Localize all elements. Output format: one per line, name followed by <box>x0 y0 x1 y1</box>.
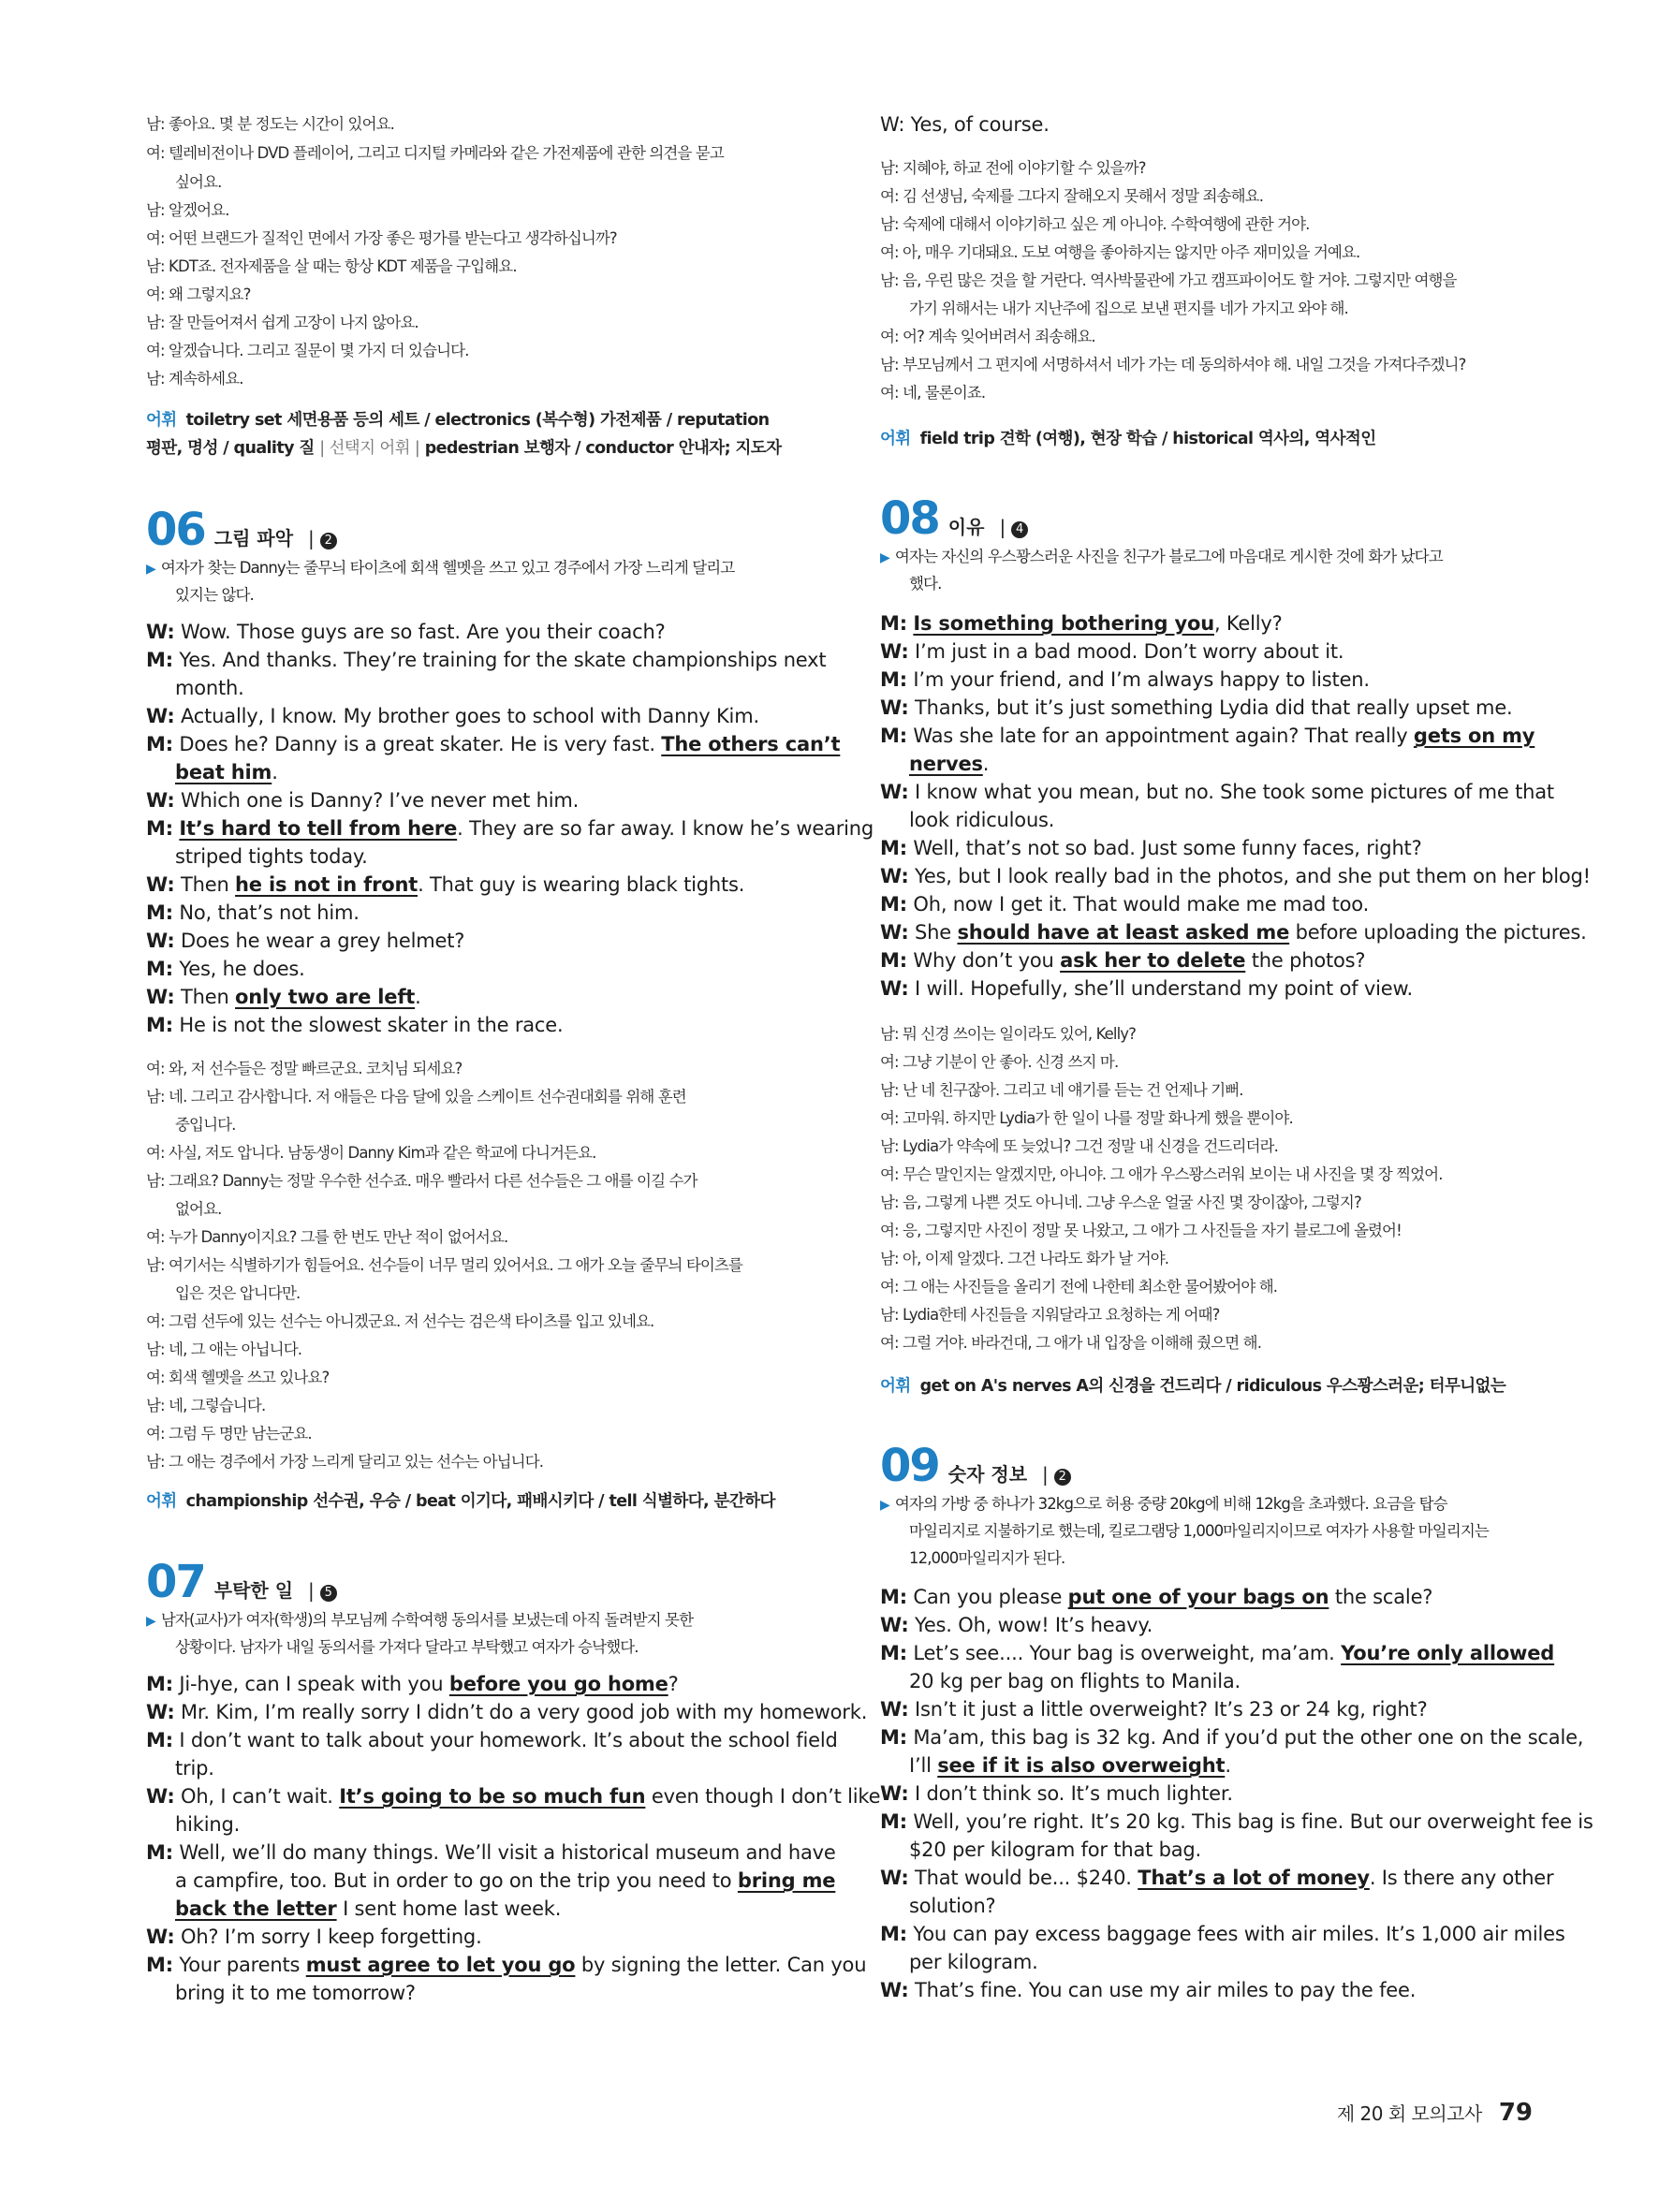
dialogue-line: per kilogram. <box>909 1951 1038 1973</box>
korean-line: 여: 알겠습니다. 그리고 질문이 몇 가지 더 있습니다. <box>146 342 469 359</box>
korean-line: 남: 숙제에 대해서 이야기하고 싶은 게 아니야. 수학여행에 관한 거야. <box>880 215 1310 233</box>
vocab-text: pedestrian 보행자 / conductor 안내자; 지도자 <box>419 439 782 458</box>
dialogue-line: W: Mr. Kim, I’m really sorry I didn’t do a very good job with my homework. <box>146 1701 868 1723</box>
summary-line: 마일리지로 지불하기로 했는데, 킬로그램당 1,000마일리지이므로 여자가 사용할 마일리지는 <box>909 1522 1489 1540</box>
dialogue-line: M: Your parents must agree to let you go by signing the letter. Can you <box>146 1954 867 1976</box>
divider: | <box>1042 1463 1049 1486</box>
korean-line: 남: 계속하세요. <box>146 370 243 388</box>
dialogue-line: M: Well, you’re right. It’s 20 kg. This bag is fine. But our overweight fee is <box>880 1810 1593 1833</box>
answer-badge: 5 <box>320 1585 337 1602</box>
korean-line: 남: 잘 만들어져서 쉽게 고장이 나지 않아요. <box>146 314 418 331</box>
dialogue-line: W: I’m just in a bad mood. Don’t worry about it. <box>880 640 1344 663</box>
korean-line: 남: 지혜야, 하교 전에 이야기할 수 있을까? <box>880 159 1146 177</box>
korean-line: 여: 응, 그렇지만 사진이 정말 못 나왔고, 그 애가 그 사진들을 자기 블로그에 올렸어! <box>880 1222 1402 1239</box>
dialogue-line: W: I don’t think so. It’s much lighter. <box>880 1782 1233 1805</box>
section-09-heading <box>880 1440 1535 1492</box>
dialogue-line: W: Actually, I know. My brother goes to school with Danny Kim. <box>146 705 759 727</box>
korean-line: 싶어요. <box>175 173 222 191</box>
dialogue-line: W: Then only two are left. <box>146 986 421 1008</box>
dialogue-line: W: Yes, of course. <box>880 113 1050 136</box>
triangle-icon: ▶ <box>880 550 889 565</box>
dialogue-line: M: Does he? Danny is a great skater. He is very fast. The others can’t <box>146 733 841 755</box>
triangle-icon: ▶ <box>146 1614 155 1629</box>
dialogue-line: W: Then he is not in front. That guy is wearing black tights. <box>146 873 745 896</box>
korean-line: 남: 그래요? Danny는 정말 우수한 선수죠. 매우 빨라서 다른 선수들은 그 애를 이길 수가 <box>146 1172 698 1190</box>
dialogue-line: M: Let’s see.... Your bag is overweight, ma’am. You’re only allowed <box>880 1642 1555 1664</box>
dialogue-line: month. <box>175 677 244 699</box>
dialogue-line: W: I know what you mean, but no. She took some pictures of me that <box>880 781 1554 803</box>
korean-line: 남: 좋아요. 몇 분 정도는 시간이 있어요. <box>146 115 395 133</box>
dialogue-line: look ridiculous. <box>909 809 1055 831</box>
dialogue-line: M: Ma’am, this bag is 32 kg. And if you’d put the other one on the scale, <box>880 1726 1584 1749</box>
vocab-label: 어휘 <box>146 1492 177 1511</box>
dialogue-line: M: I’m your friend, and I’m always happy to listen. <box>880 668 1370 691</box>
vocab-text: get on A's nerves A의 신경을 건드리다 / ridiculous 우스꽝스러운; 터무니없는 <box>919 1377 1506 1396</box>
vocab-text: toiletry set 세면용품 등의 세트 / electronics (복수형) 가전제품 / reputation <box>185 411 770 430</box>
vocab-label: 어휘 <box>880 430 911 448</box>
korean-line: 남: 뭐 신경 쓰이는 일이라도 있어, Kelly? <box>880 1025 1137 1043</box>
korean-line: 남: 알겠어요. <box>146 201 229 219</box>
section-title: 그림 파악 <box>213 527 294 549</box>
korean-line: 여: 텔레비전이나 DVD 플레이어, 그리고 디지털 카메라와 같은 가전제품에 관한 의견을 묻고 <box>146 144 724 162</box>
section-number: 08 <box>880 492 939 545</box>
dialogue-line: M: Well, we’ll do many things. We’ll visit a historical museum and have <box>146 1841 836 1864</box>
dialogue-line: M: He is not the slowest skater in the race. <box>146 1014 564 1036</box>
vocab-08 <box>880 1372 1535 1400</box>
korean-line: 남: 부모님께서 그 편지에 서명하셔서 네가 가는 데 동의하셔야 해. 내일 그것을 가져다주겠니? <box>880 356 1466 374</box>
section-number: 07 <box>146 1556 205 1608</box>
dialogue-line: W: Yes. Oh, wow! It’s heavy. <box>880 1614 1153 1636</box>
korean-line: 여: 누가 Danny이지요? 그를 한 번도 만난 적이 없어서요. <box>146 1228 508 1246</box>
dialogue-line: W: That would be... $240. That’s a lot of money. Is there any other <box>880 1867 1554 1889</box>
korean-line: 여: 회색 헬멧을 쓰고 있나요? <box>146 1369 330 1386</box>
dialogue-line: nerves. <box>909 753 990 775</box>
dialogue-line: W: I will. Hopefully, she’ll understand my point of view. <box>880 977 1413 1000</box>
summary-line: 남자(교사)가 여자(학생)의 부모님께 수학여행 동의서를 보냈는데 아직 돌려받지 못한 <box>160 1611 694 1629</box>
dialogue-line: M: Why don’t you ask her to delete the photos? <box>880 949 1366 972</box>
summary-line: 했다. <box>909 575 942 593</box>
dialogue-line: W: Wow. Those guys are so fast. Are you their coach? <box>146 621 666 643</box>
dialogue-line: M: Yes, he does. <box>146 958 305 980</box>
answer-badge: 4 <box>1011 521 1028 538</box>
vocab-text: championship 선수권, 우승 / beat 이기다, 패배시키다 / tell 식별하다, 분간하다 <box>185 1492 775 1511</box>
dialogue-line: M: Oh, now I get it. That would make me mad too. <box>880 893 1370 916</box>
dialogue-line: trip. <box>175 1757 214 1780</box>
korean-line: 여: 사실, 저도 압니다. 남동생이 Danny Kim과 같은 학교에 다니거든요. <box>146 1144 596 1162</box>
summary-line: 여자의 가방 중 하나가 32kg으로 허용 중량 20kg에 비해 12kg을 초과했다. 요금을 탑승 <box>894 1495 1447 1513</box>
dialogue-line: hiking. <box>175 1813 241 1836</box>
korean-line: 남: 네, 그 애는 아닙니다. <box>146 1340 302 1358</box>
section-08-heading <box>880 492 1535 545</box>
divider: | <box>308 527 315 549</box>
dialogue-line: W: Oh? I’m sorry I keep forgetting. <box>146 1926 482 1948</box>
answer-badge: 2 <box>1054 1469 1071 1486</box>
korean-line: 남: 여기서는 식별하기가 힘들어요. 선수들이 너무 멀리 있어서요. 그 애가 오늘 줄무늬 타이츠를 <box>146 1256 742 1274</box>
dialogue-line: W: Thanks, but it’s just something Lydia did that really upset me. <box>880 696 1513 719</box>
dialogue-line: I’ll see if it is also overweight. <box>909 1754 1231 1777</box>
korean-line: 여: 그럴 거야. 바라건대, 그 애가 내 입장을 이해해 줬으면 해. <box>880 1334 1262 1352</box>
divider: | <box>308 1579 315 1602</box>
korean-line: 남: 음, 우린 많은 것을 할 거란다. 역사박물관에 가고 캠프파이어도 할 거야. 그렇지만 여행을 <box>880 271 1457 289</box>
dialogue-line: $20 per kilogram for that bag. <box>909 1838 1202 1861</box>
dialogue-line: M: Is something bothering you, Kelly? <box>880 612 1283 635</box>
vocab-07 <box>880 425 1535 453</box>
summary-line: 있지는 않다. <box>175 586 254 604</box>
korean-line: 여: 네, 물론이죠. <box>880 384 986 402</box>
korean-line: 남: 난 네 친구잖아. 그리고 네 얘기를 듣는 건 언제나 기뻐. <box>880 1081 1243 1099</box>
korean-line: 여: 와, 저 선수들은 정말 빠르군요. 코치님 되세요? <box>146 1060 463 1077</box>
korean-line: 남: Lydia가 약속에 또 늦었니? 그건 정말 내 신경을 건드리더라. <box>880 1137 1278 1155</box>
dialogue-line: W: She should have at least asked me before uploading the pictures. <box>880 921 1587 944</box>
dialogue-line: a campfire, too. But in order to go on the trip you need to bring me <box>175 1869 836 1892</box>
section-number: 06 <box>146 504 205 556</box>
dialogue-line: M: It’s hard to tell from here. They are so far away. I know he’s wearing <box>146 817 874 840</box>
dialogue-line: beat him. <box>175 761 278 784</box>
korean-line: 남: Lydia한테 사진들을 지워달라고 요청하는 게 어때? <box>880 1306 1220 1324</box>
dialogue-line: solution? <box>909 1895 996 1917</box>
korean-line: 남: 음, 그렇게 나쁜 것도 아니네. 그냥 우스운 얼굴 사진 몇 장이잖아, 그렇지? <box>880 1194 1361 1211</box>
korean-line: 여: 고마워. 하지만 Lydia가 한 일이 나를 정말 화나게 했을 뿐이야. <box>880 1109 1293 1127</box>
exam-label: 제 20 회 모의고사 <box>1336 2102 1482 2125</box>
korean-line: 여: 아, 매우 기대돼요. 도보 여행을 좋아하지는 않지만 아주 재미있을 거예요. <box>880 243 1360 261</box>
divider: | <box>999 516 1006 538</box>
dialogue-line: M: Well, that’s not so bad. Just some funny faces, right? <box>880 837 1422 859</box>
korean-line: 여: 무슨 말인지는 알겠지만, 아니야. 그 애가 우스꽝스러워 보이는 내 사진을 몇 장 찍었어. <box>880 1165 1443 1183</box>
dialogue-line: W: Yes, but I look really bad in the photos, and she put them on her blog! <box>880 865 1591 887</box>
vocab-06 <box>146 1487 803 1516</box>
dialogue-line: M: Can you please put one of your bags on the scale? <box>880 1586 1433 1608</box>
korean-line: 여: 김 선생님, 숙제를 그다지 잘해오지 못해서 정말 죄송해요. <box>880 187 1264 205</box>
korean-line: 남: 그 애는 경주에서 가장 느리게 달리고 있는 선수는 아닙니다. <box>146 1453 544 1471</box>
korean-line: 여: 왜 그렇지요? <box>146 286 251 303</box>
korean-line: 중입니다. <box>175 1116 236 1134</box>
korean-line: 가기 위해서는 내가 지난주에 집으로 보낸 편지를 네가 가지고 와야 해. <box>909 300 1348 317</box>
dialogue-line: M: No, that’s not him. <box>146 901 360 924</box>
summary-line: 상황이다. 남자가 내일 동의서를 가져다 달라고 부탁했고 여자가 승낙했다. <box>175 1638 639 1656</box>
dialogue-line: bring it to me tomorrow? <box>175 1982 416 2004</box>
korean-line: 남: KDT죠. 전자제품을 살 때는 항상 KDT 제품을 구입해요. <box>146 257 517 275</box>
korean-line: 없어요. <box>175 1200 222 1218</box>
korean-line: 남: 네, 그렇습니다. <box>146 1397 266 1414</box>
vocab-text: field trip 견학 (여행), 현장 학습 / historical 역사의, 역사적인 <box>919 430 1376 448</box>
korean-line: 입은 것은 압니다만. <box>175 1284 301 1302</box>
dialogue-line: M: I don’t want to talk about your homework. It’s about the school field <box>146 1729 838 1751</box>
vocab-label: 어휘 <box>146 411 177 430</box>
dialogue-line: M: You can pay excess baggage fees with air miles. It’s 1,000 air miles <box>880 1923 1565 1945</box>
section-number: 09 <box>880 1440 939 1492</box>
dialogue-line: W: Does he wear a grey helmet? <box>146 930 465 952</box>
choice-vocab-label: | 선택지 어휘 | <box>319 439 420 458</box>
section-title: 숫자 정보 <box>947 1463 1028 1486</box>
summary-line: 여자가 찾는 Danny는 줄무늬 타이츠에 회색 헬멧을 쓰고 있고 경주에서 가장 느리게 달리고 <box>160 559 735 577</box>
vocab-label: 어휘 <box>880 1377 911 1396</box>
korean-line: 여: 어? 계속 잊어버려서 죄송해요. <box>880 328 1095 345</box>
korean-line: 여: 그럼 두 명만 남는군요. <box>146 1425 312 1443</box>
dialogue-line: back the letter I sent home last week. <box>175 1897 562 1920</box>
vocab-text: 평판, 명성 / quality 질 <box>146 439 320 458</box>
dialogue-line: W: Oh, I can’t wait. It’s going to be so much fun even though I don’t like <box>146 1785 881 1808</box>
dialogue-line: striped tights today. <box>175 845 368 868</box>
korean-line: 여: 그럼 선두에 있는 선수는 아니겠군요. 저 선수는 검은색 타이츠를 입고 있네요. <box>146 1312 654 1330</box>
korean-line: 여: 그냥 기분이 안 좋아. 신경 쓰지 마. <box>880 1053 1119 1071</box>
summary-line: 12,000마일리지가 된다. <box>909 1549 1065 1567</box>
dialogue-line: M: Was she late for an appointment again? That really gets on my <box>880 725 1535 747</box>
dialogue-line: W: Which one is Danny? I’ve never met him. <box>146 789 580 812</box>
korean-line: 남: 네. 그리고 감사합니다. 저 애들은 다음 달에 있을 스케이트 선수권대회를 위해 훈련 <box>146 1088 686 1106</box>
dialogue-line: M: Yes. And thanks. They’re training for the skate championships next <box>146 649 827 671</box>
section-title: 이유 <box>947 516 985 538</box>
section-title: 부탁한 일 <box>213 1579 294 1602</box>
dialogue-line: W: Isn’t it just a little overweight? It’s 23 or 24 kg, right? <box>880 1698 1428 1721</box>
answer-badge: 2 <box>320 533 337 549</box>
section-07-heading <box>146 1556 803 1608</box>
korean-line: 여: 어떤 브랜드가 질적인 면에서 가장 좋은 평가를 받는다고 생각하십니까? <box>146 229 617 247</box>
section-06-heading <box>146 504 803 556</box>
triangle-icon: ▶ <box>146 562 155 577</box>
korean-line: 남: 아, 이제 알겠다. 그건 나라도 화가 날 거야. <box>880 1250 1169 1267</box>
dialogue-line: 20 kg per bag on flights to Manila. <box>909 1670 1241 1692</box>
page-number: 79 <box>1498 2099 1533 2127</box>
korean-line: 여: 그 애는 사진들을 올리기 전에 나한테 최소한 물어봤어야 해. <box>880 1278 1278 1296</box>
page-footer <box>1337 2099 1533 2127</box>
dialogue-line: W: That’s fine. You can use my air miles to pay the fee. <box>880 1979 1417 2001</box>
dialogue-line: M: Ji-hye, can I speak with you before you go home? <box>146 1673 679 1695</box>
summary-line: 여자는 자신의 우스꽝스러운 사진을 친구가 블로그에 마음대로 게시한 것에 화가 났다고 <box>894 548 1443 565</box>
triangle-icon: ▶ <box>880 1498 889 1513</box>
